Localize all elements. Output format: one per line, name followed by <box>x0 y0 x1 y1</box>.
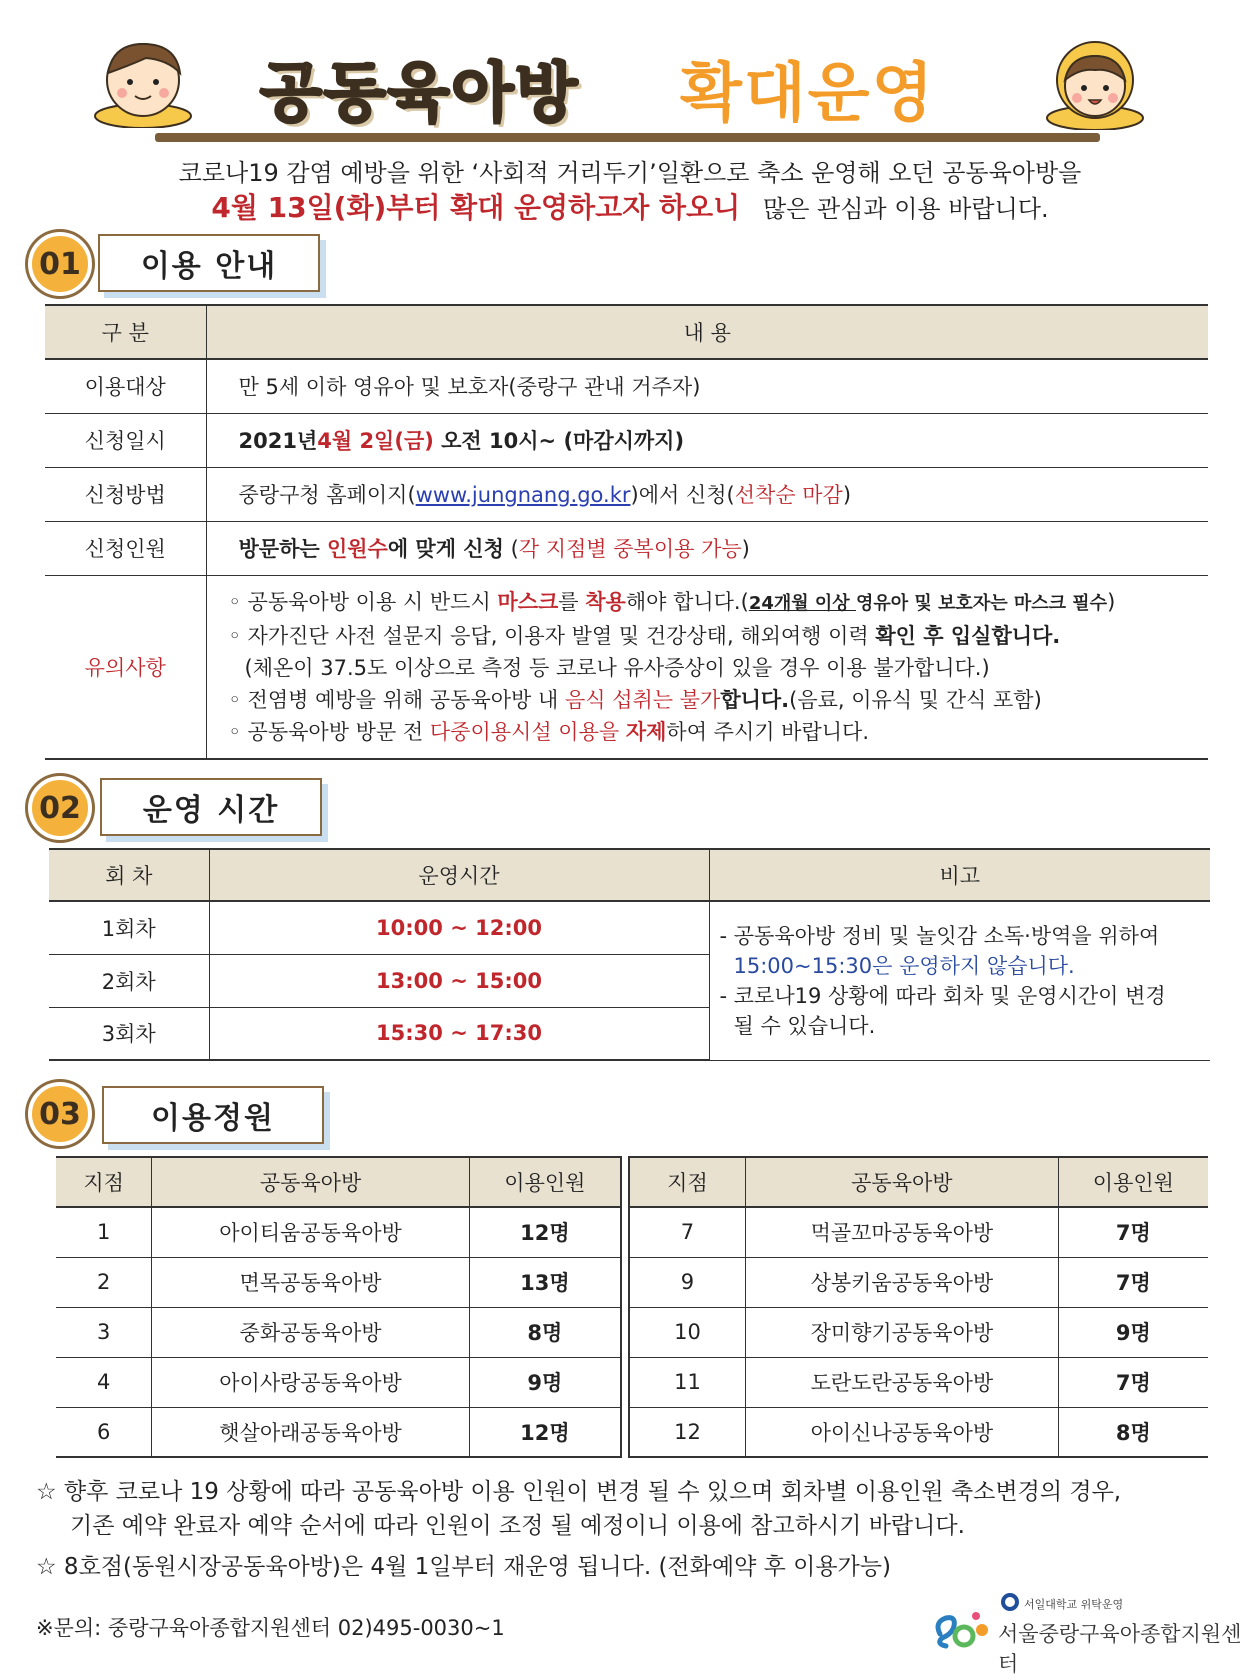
col-header-remark: 비고 <box>709 849 1210 901</box>
page-title <box>260 42 1010 132</box>
row-label-date: 신청일시 <box>45 413 206 467</box>
col-header-category: 구 분 <box>45 305 206 359</box>
table-row: 10 장미향기공동육아방 9명 <box>629 1307 1208 1357</box>
table-row: 1 아이티움공동육아방 12명 <box>56 1207 621 1257</box>
title-main: 공동육아방 <box>260 57 580 131</box>
col-header-round: 회 차 <box>49 849 209 901</box>
session-round: 3회차 <box>49 1007 209 1060</box>
col-header-name: 공동육아방 <box>745 1157 1058 1207</box>
note-line-1: ◦ 공동육아방 이용 시 반드시 마스크를 착용해야 합니다.(24개월 이상 영유아 및 보호자는 마스크 필수) <box>228 589 1116 614</box>
title-underline <box>155 133 1100 142</box>
col-header-branch: 지점 <box>629 1157 745 1207</box>
row-value-date: 2021년4월 2일(금) 오전 10시~ (마감시까지) <box>206 413 1208 467</box>
section-3-number: 03 <box>28 1082 92 1146</box>
table-row <box>49 901 1210 954</box>
usage-info-table <box>45 304 1208 760</box>
footer-note-1: ☆ 향후 코로나 19 상황에 따라 공동육아방 이용 인원이 변경 될 수 있으며 회차별 이용인원 축소변경의 경우, 기존 예약 완료자 예약 순서에 따라 인원이 조정 될 예정이니 이용에 참고하시기 바랍니다. <box>36 1479 1122 1539</box>
section-1-title: 이용 안내 <box>98 234 320 292</box>
row-label-notes: 유의사항 <box>45 575 206 759</box>
row-value-target: 만 5세 이하 영유아 및 보호자(중랑구 관내 거주자) <box>206 359 1208 413</box>
col-header-content: 내 용 <box>206 305 1208 359</box>
girl-character-icon <box>1040 40 1150 130</box>
table-row: 9 상봉키움공동육아방 7명 <box>629 1257 1208 1307</box>
section-2-title: 운영 시간 <box>100 778 322 836</box>
col-header-name: 공동육아방 <box>152 1157 469 1207</box>
note-line-4: ◦ 전염병 예방을 위해 공동육아방 내 음식 섭취는 불가합니다.(음료, 이유식 및 간식 포함) <box>228 687 1042 712</box>
table-row <box>45 467 1208 521</box>
contact-info: ※문의: 중랑구육아종합지원센터 02)495-0030~1 <box>36 1616 505 1640</box>
section-3-title: 이용정원 <box>102 1086 324 1144</box>
table-row <box>45 575 1208 759</box>
table-row: 6 햇살아래공동육아방 12명 <box>56 1407 621 1457</box>
col-header-capacity: 이용인원 <box>1058 1157 1208 1207</box>
row-label-method: 신청방법 <box>45 467 206 521</box>
table-row: 7 먹골꼬마공동육아방 7명 <box>629 1207 1208 1257</box>
table-row <box>45 359 1208 413</box>
row-value-people: 방문하는 인원수에 맞게 신청 (각 지점별 중복이용 가능) <box>206 521 1208 575</box>
homepage-link[interactable]: www.jungnang.go.kr <box>415 483 631 507</box>
table-row: 12 아이신나공동육아방 8명 <box>629 1407 1208 1457</box>
table-row: 3 중화공동육아방 8명 <box>56 1307 621 1357</box>
table-row: 2 면목공동육아방 13명 <box>56 1257 621 1307</box>
table-row: 11 도란도란공동육아방 7명 <box>629 1357 1208 1407</box>
row-value-method: 중랑구청 홈페이지(www.jungnang.go.kr)에서 신청(선착순 마감) <box>206 467 1208 521</box>
title-highlight: 확대운영 <box>680 57 936 131</box>
university-seal-icon <box>1000 1592 1020 1612</box>
table-row <box>45 521 1208 575</box>
logo-name: 서울중랑구육아종합지원센터 <box>998 1622 1242 1676</box>
row-label-people: 신청인원 <box>45 521 206 575</box>
operating-hours-table <box>49 848 1210 1061</box>
row-label-target: 이용대상 <box>45 359 206 413</box>
session-time: 13:00 ~ 15:00 <box>209 954 709 1007</box>
session-time: 15:30 ~ 17:30 <box>209 1007 709 1060</box>
session-remark: - 공동육아방 정비 및 놀잇감 소독·방역을 위하여 15:00~15:30은 운영하지 않습니다. - 코로나19 상황에 따라 회차 및 운영시간이 변경 될 수 있습니다. <box>709 901 1210 1060</box>
intro-line-1: 코로나19 감염 예방을 위한 ‘사회적 거리두기’일환으로 축소 운영해 오던 공동육아방을 <box>178 159 1082 187</box>
note-line-2: ◦ 자가진단 사전 설문지 응답, 이용자 발열 및 건강상태, 해외여행 이력 확인 후 입실합니다. <box>228 623 1061 648</box>
boy-character-icon <box>88 38 198 128</box>
col-header-branch: 지점 <box>56 1157 152 1207</box>
table-row: 4 아이사랑공동육아방 9명 <box>56 1357 621 1407</box>
capacity-table-right <box>628 1156 1208 1458</box>
logo-caption: 서일대학교 위탁운영 <box>1024 1598 1124 1611</box>
footer-note-2: ☆ 8호점(동원시장공동육아방)은 4월 1일부터 재운영 됩니다. (전화예약 후 이용가능) <box>36 1554 891 1580</box>
center-logo <box>932 1596 1242 1676</box>
session-round: 1회차 <box>49 901 209 954</box>
intro-highlight: 4월 13일(화)부터 확대 운영하고자 하오니 <box>211 191 741 224</box>
logo-icon <box>932 1604 994 1650</box>
session-round: 2회차 <box>49 954 209 1007</box>
row-value-notes <box>206 575 1208 759</box>
col-header-time: 운영시간 <box>209 849 709 901</box>
section-1-number: 01 <box>28 232 92 296</box>
note-line-3: (체온이 37.5도 이상으로 측정 등 코로나 유사증상이 있을 경우 이용 불가합니다.) <box>244 655 990 680</box>
note-line-5: ◦ 공동육아방 방문 전 다중이용시설 이용을 자제하여 주시기 바랍니다. <box>228 719 870 744</box>
col-header-capacity: 이용인원 <box>469 1157 621 1207</box>
section-2-number: 02 <box>28 776 92 840</box>
table-row <box>45 413 1208 467</box>
intro-line-2 <box>0 186 1260 226</box>
intro-rest: 많은 관심과 이용 바랍니다. <box>763 195 1049 223</box>
capacity-table-left <box>56 1156 622 1458</box>
session-time: 10:00 ~ 12:00 <box>209 901 709 954</box>
